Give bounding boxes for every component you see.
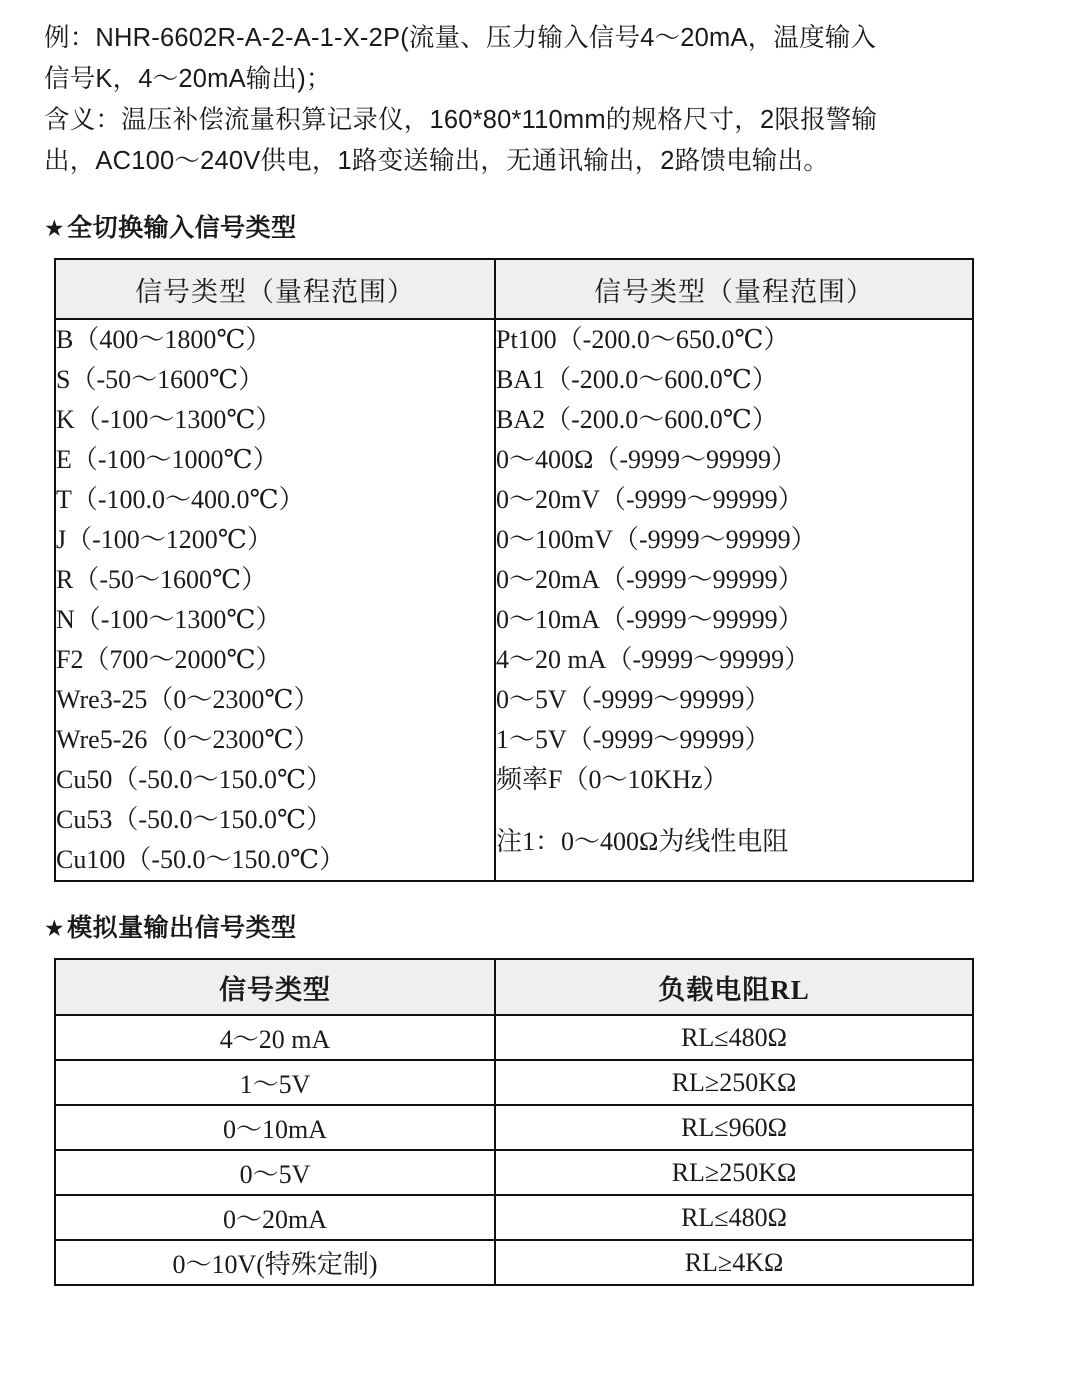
cell-load-resistance: RL≤960Ω [495, 1105, 973, 1150]
list-item: E（-100～1000℃） [56, 445, 279, 474]
left-signal-list-cell [55, 319, 495, 881]
list-item: 0～20mA（-9999～99999） [496, 565, 804, 594]
cell-load-resistance: RL≥250KΩ [495, 1150, 973, 1195]
table-row [55, 319, 973, 881]
table-header-row [55, 959, 973, 1015]
table-row [55, 1105, 973, 1150]
table-row [55, 1150, 973, 1195]
section1-title-text: 全切换输入信号类型 [67, 214, 297, 242]
list-item: T（-100.0～400.0℃） [56, 485, 305, 514]
list-item: F2（700～2000℃） [56, 645, 282, 674]
list-item: 0～10mA（-9999～99999） [496, 605, 804, 634]
section2-title-text: 模拟量输出信号类型 [67, 914, 297, 942]
list-item: 0～400Ω（-9999～99999） [496, 445, 797, 474]
right-signal-list-cell [495, 319, 973, 881]
table-row [55, 1195, 973, 1240]
cell-signal-type: 4～20 mA [55, 1015, 495, 1060]
intro-paragraph [44, 18, 1036, 182]
intro-line-1: 例：NHR-6602R-A-2-A-1-X-2P(流量、压力输入信号4～20mA，温度输入 [44, 24, 877, 52]
list-item: K（-100～1300℃） [56, 405, 282, 434]
cell-signal-type: 0～10mA [55, 1105, 495, 1150]
analog-output-signal-table [54, 958, 974, 1286]
list-item: 0～20mV（-9999～99999） [496, 485, 804, 514]
cell-load-resistance: RL≥250KΩ [495, 1060, 973, 1105]
column-header-signal-type-right: 信号类型（量程范围） [495, 259, 973, 319]
list-item: BA1（-200.0～600.0℃） [496, 365, 778, 394]
cell-signal-type: 0～20mA [55, 1195, 495, 1240]
cell-signal-type: 0～5V [55, 1150, 495, 1195]
bullet-star-icon: ★ [44, 915, 66, 941]
list-item: Cu100（-50.0～150.0℃） [56, 845, 346, 874]
cell-load-resistance: RL≤480Ω [495, 1015, 973, 1060]
list-item: S（-50～1600℃） [56, 365, 265, 394]
section-title-input-signal-types [44, 208, 1036, 244]
list-item: Cu53（-50.0～150.0℃） [56, 805, 333, 834]
table-row [55, 1015, 973, 1060]
input-signal-type-table [54, 258, 974, 882]
list-item: Wre3-25（0～2300℃） [56, 685, 320, 714]
table-row [55, 1240, 973, 1285]
list-item: 0～5V（-9999～99999） [496, 685, 771, 714]
bullet-star-icon: ★ [44, 215, 66, 241]
list-item: B（400～1800℃） [56, 325, 272, 354]
table-note: 注1：0～400Ω为线性电阻 [496, 827, 789, 856]
list-item: Wre5-26（0～2300℃） [56, 725, 320, 754]
cell-load-resistance: RL≤480Ω [495, 1195, 973, 1240]
cell-load-resistance: RL≥4KΩ [495, 1240, 973, 1285]
list-item: Cu50（-50.0～150.0℃） [56, 765, 333, 794]
column-header-signal-type-left: 信号类型（量程范围） [55, 259, 495, 319]
section-title-analog-output-types [44, 908, 1036, 944]
list-item: J（-100～1200℃） [56, 525, 273, 554]
intro-line-4: 出，AC100～240V供电，1路变送输出，无通讯输出，2路馈电输出。 [44, 147, 829, 175]
cell-signal-type: 1～5V [55, 1060, 495, 1105]
list-item: 4～20 mA（-9999～99999） [496, 645, 811, 674]
intro-line-2: 信号K，4～20mA输出)； [44, 65, 332, 93]
list-item: N（-100～1300℃） [56, 605, 282, 634]
list-item: 1～5V（-9999～99999） [496, 725, 771, 754]
list-item: BA2（-200.0～600.0℃） [496, 405, 778, 434]
cell-signal-type: 0～10V(特殊定制) [55, 1240, 495, 1285]
list-item: 频率F（0～10KHz） [496, 765, 729, 794]
list-item: R（-50～1600℃） [56, 565, 268, 594]
table-header-row [55, 259, 973, 319]
intro-line-3: 含义：温压补偿流量积算记录仪，160*80*110mm的规格尺寸，2限报警输 [44, 106, 878, 134]
column-header-load-resistance: 负载电阻RL [495, 959, 973, 1015]
column-header-signal-type: 信号类型 [55, 959, 495, 1015]
list-item: Pt100（-200.0～650.0℃） [496, 325, 790, 354]
table-row [55, 1060, 973, 1105]
list-item: 0～100mV（-9999～99999） [496, 525, 817, 554]
